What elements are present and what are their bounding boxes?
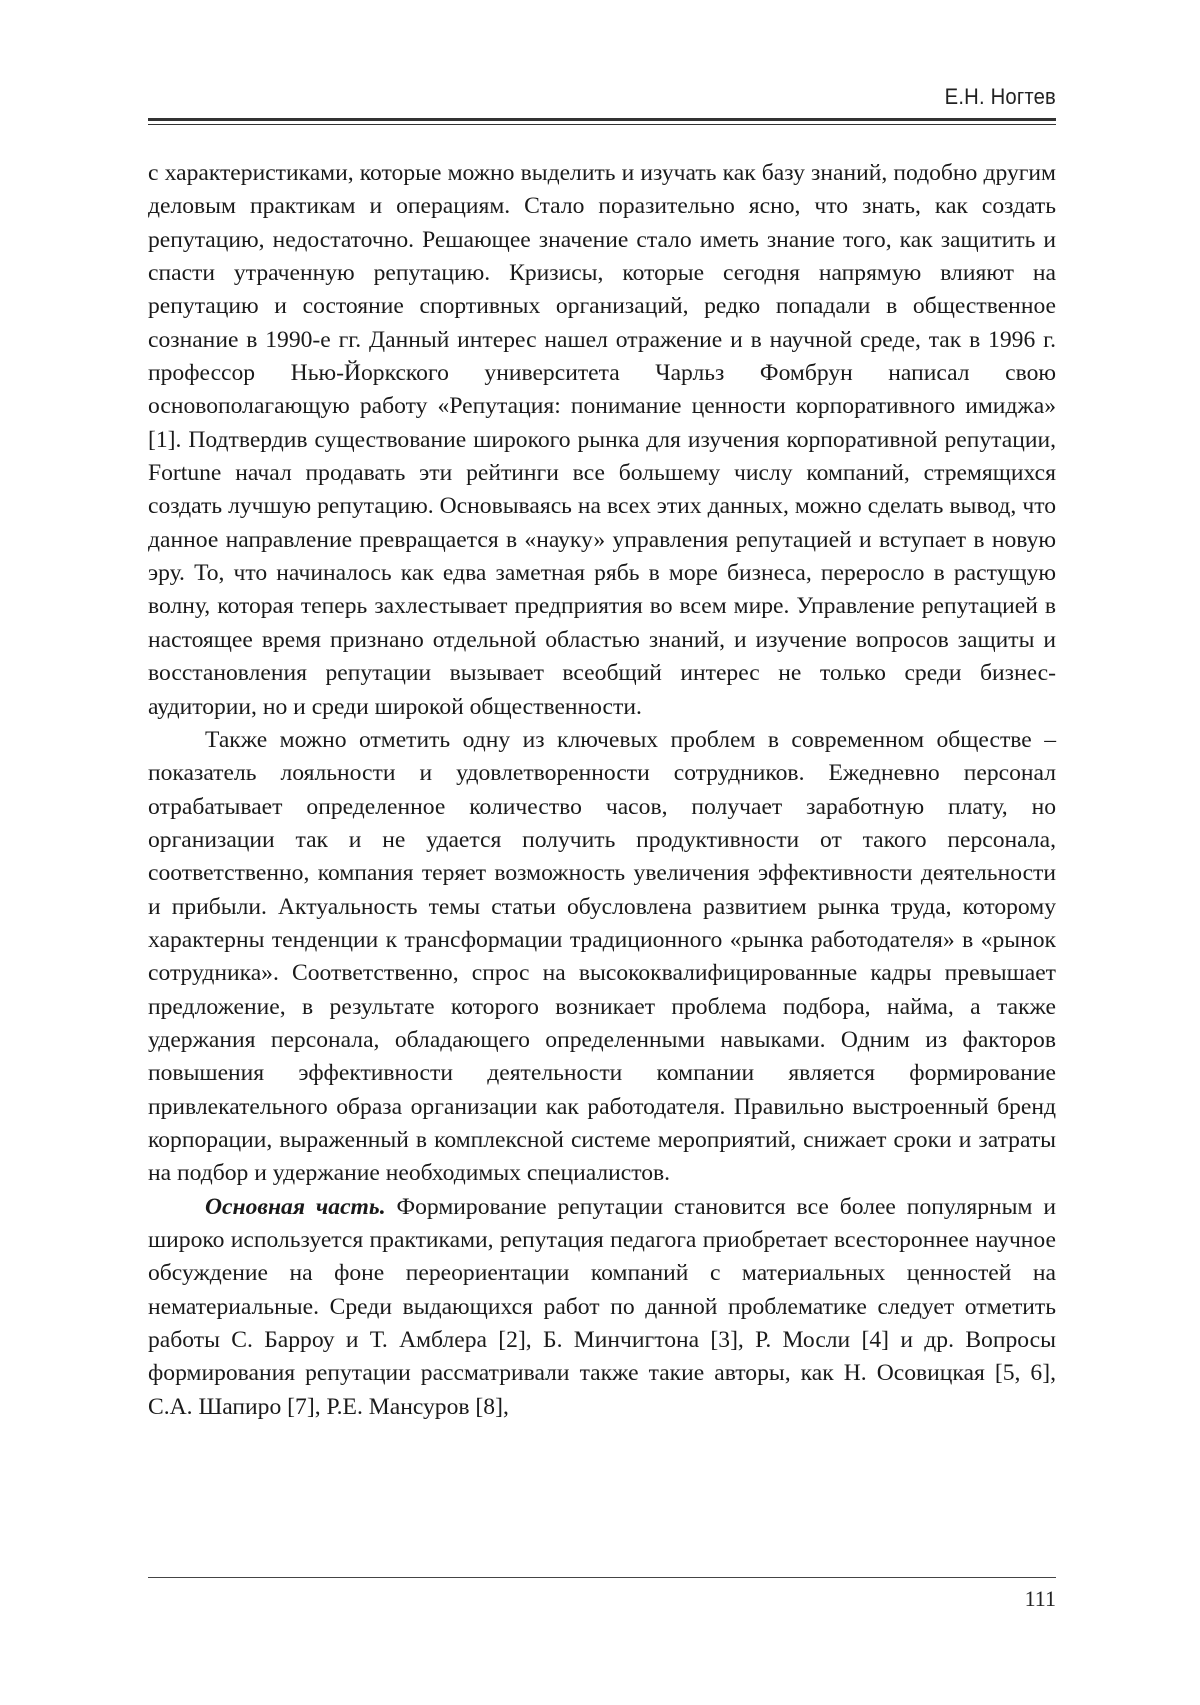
running-header-author: Е.Н. Ногтев <box>944 84 1056 109</box>
header-rule <box>148 118 1056 121</box>
footer-rule <box>148 1577 1056 1578</box>
paragraph-3-text: Формирование репутации становится все более популярным и широко используется практиками, репутация педагога приобретает всестороннее научное обсуждение на фоне переориентации компаний с материальных ценностей на нематериальные. Среди выдающихся работ по данной проблематике следует отметить работы С. Барроу и Т. Амблера [2], Б. Минчигтона [3], Р. Мосли [4] и др. Вопросы формирования репутации рассматривали также такие авторы, как Н. Осовицкая [5, 6], С.А. Шапиро [7], Р.Е. Мансуров [8], <box>148 1193 1056 1420</box>
paragraph-1: с характеристиками, которые можно выделить и изучать как базу знаний, подобно другим деловым практикам и операциям. Стало поразительно ясно, что знать, как создать репутацию, недостаточно. Решающее значение стало иметь знание того, как защитить и спасти утраченную репутацию. Кризисы, которые сегодня напрямую влияют на репутацию и состояние спортивных организаций, редко попадали в общественное сознание в 1990-е гг. Данный интерес нашел отражение и в научной среде, так в 1996 г. профессор Нью-Йоркского университета Чарльз Фомбрун написал свою основополагающую работу «Репутация: понимание ценности корпоративного имиджа» [1]. Подтвердив существование широкого рынка для изучения корпоративной репутации, Fortune начал продавать эти рейтинги все большему числу компаний, стремящихся создать лучшую репутацию. Основываясь на всех этих данных, можно сделать вывод, что данное направление превращается в «науку» управления репутацией и вступает в новую эру. То, что начиналось как едва заметная рябь в море бизнеса, переросло в растущую волну, которая теперь захлестывает предприятия во всем мире. Управление репутацией в настоящее время признано отдельной областью знаний, и изучение вопросов защиты и восстановления репутации вызывает всеобщий интерес не только среди бизнес-аудитории, но и среди широкой общественности. <box>148 160 1056 720</box>
header-rule-thin <box>148 124 1056 125</box>
page-number: 111 <box>1024 1586 1056 1611</box>
paragraph-3 <box>148 1191 1056 1424</box>
section-lead-in: Основная часть. <box>205 1193 386 1220</box>
paragraph-2: Также можно отметить одну из ключевых проблем в современном обществе – показатель лояльности и удовлетворенности сотрудников. Ежедневно персонал отрабатывает определенное количество часов, получает заработную плату, но организации так и не удается получить продуктивности от такого персонала, соответственно, компания теряет возможность увеличения эффективности деятельности и прибыли. Актуальность темы статьи обусловлена развитием рынка труда, которому характерны тенденции к трансформации традиционного «рынка работодателя» в «рынок сотрудника». Соответственно, спрос на высококвалифицированные кадры превышает предложение, в результате которого возникает проблема подбора, найма, а также удержания персонала, обладающего определенными навыками. Одним из факторов повышения эффективности деятельности компании является формирование привлекательного образа организации как работодателя. Правильно выстроенный бренд корпорации, выраженный в комплексной системе мероприятий, снижает сроки и затраты на подбор и удержание необходимых специалистов. <box>148 726 1056 1187</box>
article-body <box>148 157 1056 1424</box>
